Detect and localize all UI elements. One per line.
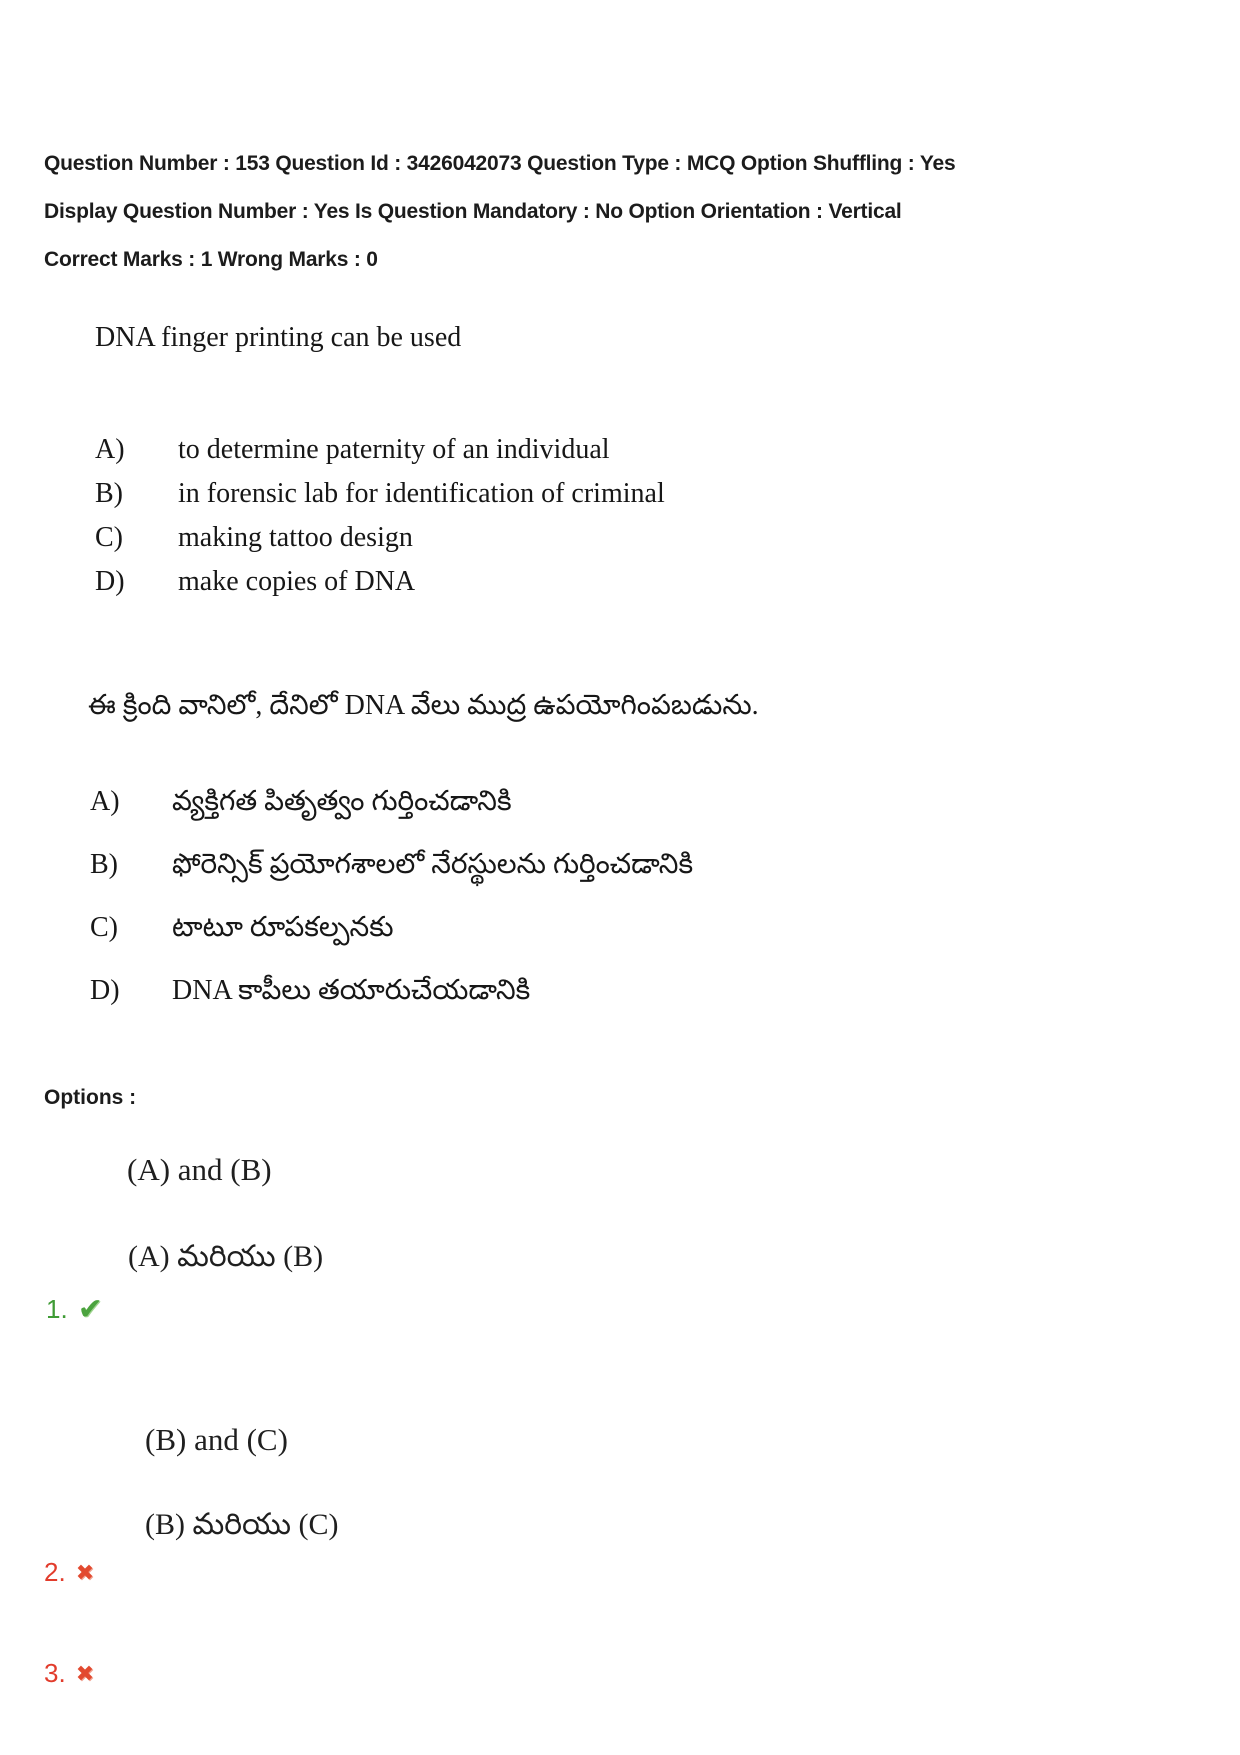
question-option-a-telugu (90, 770, 693, 833)
option-label-d: D) (95, 566, 125, 597)
option-text-a: వ్యక్తిగత పితృత్వం గుర్తించడానికి (172, 786, 512, 817)
option-text-b: ఫోరెన్సిక్ ప్రయోగశాలలో నేరస్థులను గుర్తించడానికి (172, 849, 694, 880)
option-label-c: C) (95, 522, 123, 553)
option-label-a: A) (90, 786, 120, 817)
answer-2-text-english: (B) and (C) (145, 1422, 288, 1457)
option-label-b: B) (90, 849, 118, 880)
option-text-d: make copies of DNA (178, 566, 416, 597)
question-option-d-telugu (90, 959, 693, 1022)
option-text-c: making tattoo design (178, 522, 413, 553)
question-option-a-english (95, 428, 665, 472)
question-option-c-english (95, 516, 665, 560)
answer-1-text-telugu: (A) మరియు (B) (128, 1240, 324, 1273)
metadata-line-3: Correct Marks : 1 Wrong Marks : 0 (44, 248, 378, 271)
question-option-d-english (95, 560, 665, 604)
answer-3-result (44, 1658, 94, 1689)
question-metadata (44, 140, 1184, 284)
answer-2-result (44, 1557, 94, 1588)
answer-1-result (46, 1294, 103, 1325)
option-label-d: D) (90, 975, 120, 1006)
option-label-b: B) (95, 478, 123, 509)
correct-tick-icon: ✔ (77, 1292, 103, 1326)
metadata-line-1: Question Number : 153 Question Id : 3426042073 Question Type : MCQ Option Shuffling : Yes (44, 152, 956, 175)
option-text-a: to determine paternity of an individual (178, 434, 610, 465)
option-text-b: in forensic lab for identification of criminal (178, 478, 665, 509)
option-label-c: C) (90, 912, 118, 943)
question-text-telugu: ఈ క్రింది వానిలో, దేనిలో DNA వేలు ముద్ర ఉపయోగింపబడును. (88, 690, 759, 721)
options-section-heading: Options : (44, 1086, 137, 1109)
question-option-b-english (95, 472, 665, 516)
option-label-a: A) (95, 434, 125, 465)
answer-1-text-english: (A) and (B) (127, 1152, 272, 1187)
option-text-c: టాటూ రూపకల్పనకు (172, 912, 394, 943)
answer-2-number: 2. (44, 1557, 66, 1587)
answer-1-number: 1. (46, 1294, 68, 1324)
question-options-english (95, 428, 665, 604)
answer-2-text-telugu: (B) మరియు (C) (145, 1508, 339, 1541)
option-text-d: DNA కాపీలు తయారుచేయడానికి (172, 975, 531, 1006)
wrong-cross-icon: ✖ (75, 1660, 95, 1686)
question-options-telugu (90, 770, 693, 1022)
question-option-b-telugu (90, 833, 693, 896)
wrong-cross-icon: ✖ (75, 1559, 95, 1585)
answer-3-number: 3. (44, 1658, 66, 1688)
question-option-c-telugu (90, 896, 693, 959)
metadata-line-2: Display Question Number : Yes Is Question Mandatory : No Option Orientation : Vertical (44, 200, 902, 223)
question-text-english: DNA finger printing can be used (95, 322, 462, 353)
